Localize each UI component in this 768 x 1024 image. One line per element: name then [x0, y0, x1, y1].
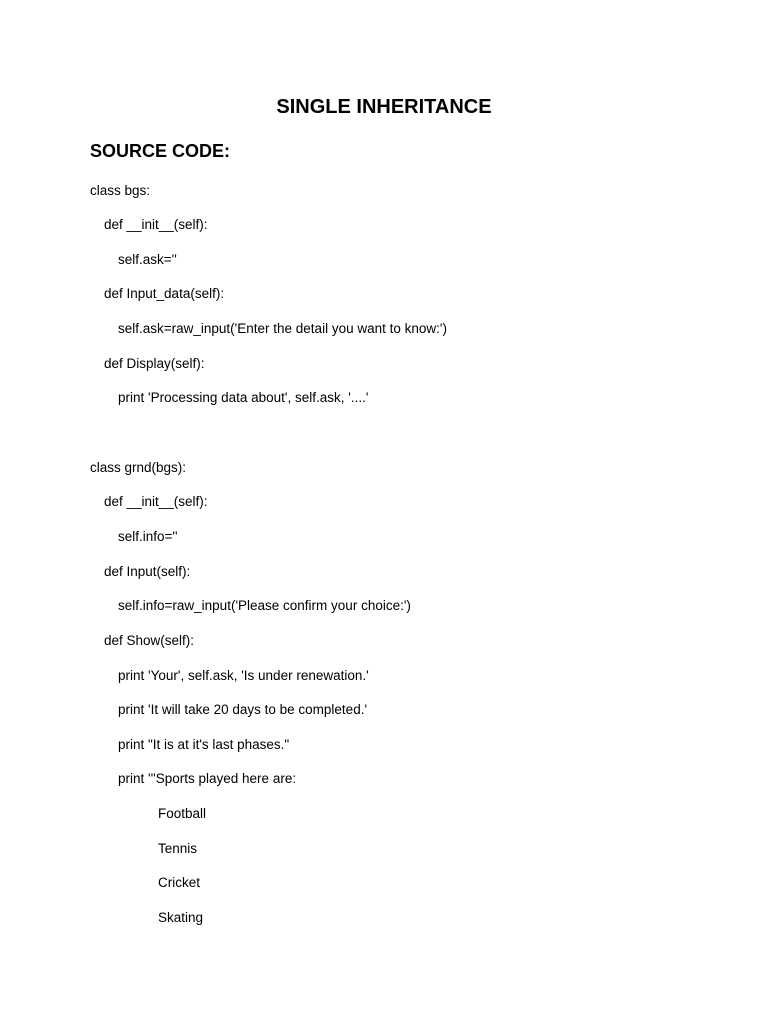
code-line: def Show(self):: [104, 633, 195, 648]
code-line: print 'Processing data about', self.ask, '....': [118, 390, 369, 405]
code-line: print 'Your', self.ask, 'Is under renewation.': [118, 668, 369, 683]
code-line: self.info=raw_input('Please confirm your choice:'): [118, 598, 411, 613]
code-line: class bgs:: [90, 183, 151, 198]
code-line: print 'It will take 20 days to be completed.': [118, 702, 368, 717]
code-line: Tennis: [158, 841, 198, 856]
section-heading: SOURCE CODE:: [90, 141, 231, 161]
code-line: print '''Sports played here are:: [118, 771, 297, 786]
code-line: self.ask=raw_input('Enter the detail you want to know:'): [118, 321, 447, 336]
code-line: class grnd(bgs):: [90, 460, 187, 475]
code-line: def Input(self):: [104, 564, 191, 579]
code-line: self.info='': [118, 529, 178, 544]
code-line: def Display(self):: [104, 356, 205, 371]
code-line: def Input_data(self):: [104, 286, 225, 301]
code-line: Cricket: [158, 875, 201, 890]
code-line: Football: [158, 806, 207, 821]
code-line: print "It is at it's last phases.": [118, 737, 290, 752]
code-line: def __init__(self):: [104, 217, 208, 232]
code-line: Skating: [158, 910, 204, 925]
code-line: def __init__(self):: [104, 494, 208, 509]
code-line: self.ask='': [118, 252, 177, 267]
document-title: SINGLE INHERITANCE: [276, 96, 492, 118]
